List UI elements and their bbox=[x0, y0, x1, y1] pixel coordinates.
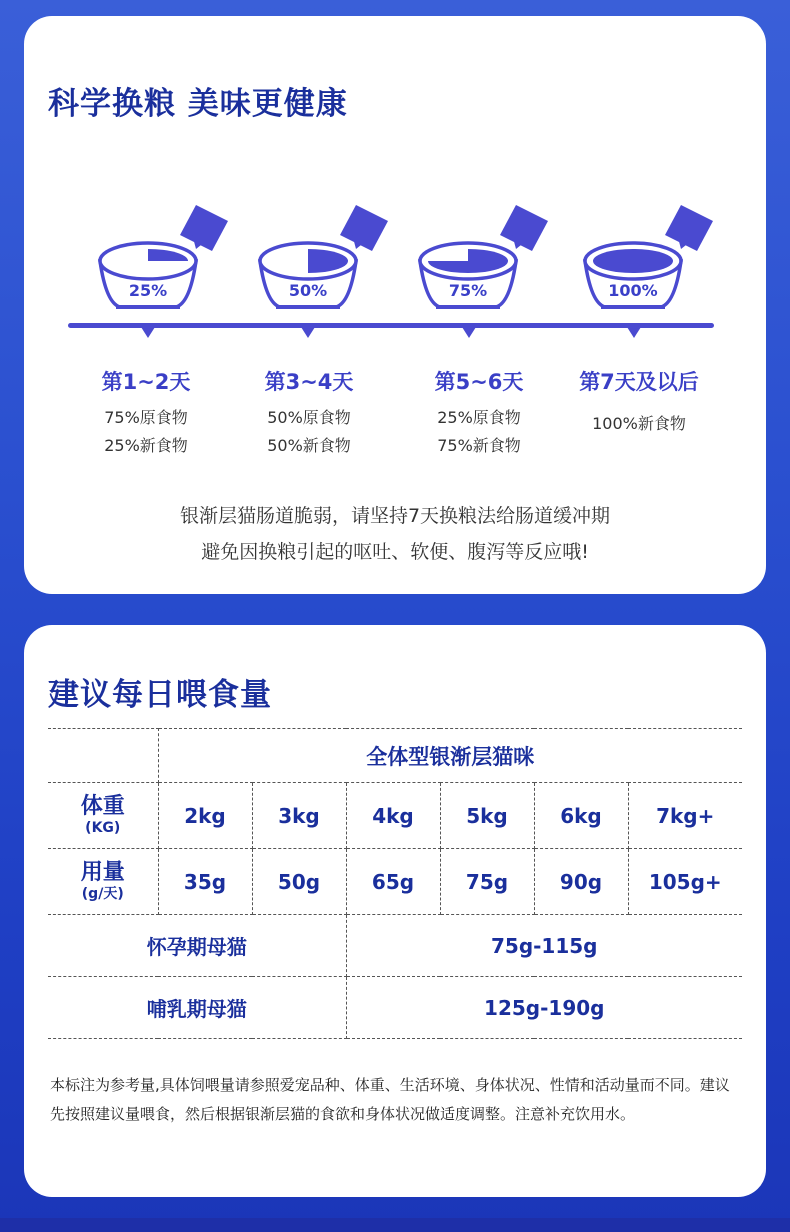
pregnant-label: 怀孕期母猫 bbox=[48, 915, 346, 977]
feeding-title: 建议每日喂食量 bbox=[48, 677, 272, 713]
stage-day: 第1~2天 bbox=[101, 370, 191, 394]
amount-cell: 65g bbox=[346, 849, 440, 915]
weight-cell: 4kg bbox=[346, 783, 440, 849]
timeline-marker bbox=[627, 327, 641, 338]
stage-new-food: 75%新食物 bbox=[437, 436, 521, 455]
amount-unit: (g/天) bbox=[81, 885, 124, 902]
feeding-note: 本标注为参考量,具体饲喂量请参照爱宠品种、体重、生活环境、身体状况、性情和活动量而不同。建议先按照建议量喂食，然后根据银渐层猫的食欲和身体状况做适度调整。注意补充饮用水。 bbox=[50, 1076, 730, 1123]
stage-new-food: 50%新食物 bbox=[267, 436, 351, 455]
feeding-table bbox=[48, 728, 742, 1039]
nursing-row bbox=[48, 977, 742, 1039]
amount-cell: 90g bbox=[534, 849, 628, 915]
stage-day: 第3~4天 bbox=[264, 370, 354, 394]
bowl-percent: 100% bbox=[608, 281, 658, 300]
transition-note bbox=[24, 498, 766, 570]
feeding-card bbox=[24, 625, 766, 1197]
stage-new-food: 100%新食物 bbox=[592, 414, 686, 433]
transition-note-line2: 避免因换粮引起的呕吐、软便、腹泻等反应哦! bbox=[201, 541, 589, 563]
weight-cell: 5kg bbox=[440, 783, 534, 849]
bowl-stage-2 bbox=[256, 186, 396, 316]
stage-2 bbox=[224, 366, 394, 460]
weight-unit: (KG) bbox=[85, 819, 121, 836]
table-header: 全体型银渐层猫咪 bbox=[158, 729, 742, 783]
amount-row bbox=[48, 849, 742, 915]
stage-day: 第7天及以后 bbox=[579, 370, 699, 394]
bowl-stage-1 bbox=[96, 186, 236, 316]
stage-day: 第5~6天 bbox=[434, 370, 524, 394]
bowl-row bbox=[24, 186, 766, 366]
amount-cell: 35g bbox=[158, 849, 252, 915]
pregnant-row bbox=[48, 915, 742, 977]
amount-cell: 105g+ bbox=[628, 849, 742, 915]
bowl-percent: 50% bbox=[288, 281, 328, 300]
amount-cell: 50g bbox=[252, 849, 346, 915]
transition-note-line1: 银渐层猫肠道脆弱，请坚持7天换粮法给肠道缓冲期 bbox=[179, 505, 611, 527]
stage-old-food: 50%原食物 bbox=[267, 408, 351, 427]
amount-cell: 75g bbox=[440, 849, 534, 915]
timeline-marker bbox=[462, 327, 476, 338]
bowl-percent: 25% bbox=[128, 281, 168, 300]
bowl-percent: 75% bbox=[448, 281, 488, 300]
timeline-line bbox=[68, 323, 714, 328]
bottom-bar bbox=[0, 1218, 790, 1232]
weight-label-cell bbox=[48, 783, 158, 849]
bowl-stage-4 bbox=[581, 186, 721, 316]
transition-title: 科学换粮 美味更健康 bbox=[48, 86, 348, 122]
table-corner bbox=[48, 729, 158, 783]
stage-3 bbox=[394, 366, 564, 460]
weight-cell: 3kg bbox=[252, 783, 346, 849]
transition-card bbox=[24, 16, 766, 594]
stage-4 bbox=[554, 366, 724, 438]
timeline-marker bbox=[141, 327, 155, 338]
bowl-stage-3 bbox=[416, 186, 556, 316]
weight-cell: 2kg bbox=[158, 783, 252, 849]
weight-label: 体重 bbox=[80, 793, 125, 819]
amount-label-cell bbox=[48, 849, 158, 915]
timeline-marker bbox=[301, 327, 315, 338]
amount-label: 用量 bbox=[80, 859, 125, 885]
pregnant-value: 75g-115g bbox=[346, 915, 742, 977]
weight-cell: 7kg+ bbox=[628, 783, 742, 849]
stage-old-food: 75%原食物 bbox=[104, 408, 188, 427]
stage-new-food: 25%新食物 bbox=[104, 436, 188, 455]
stage-old-food: 25%原食物 bbox=[437, 408, 521, 427]
stage-1 bbox=[61, 366, 231, 460]
nursing-value: 125g-190g bbox=[346, 977, 742, 1039]
weight-cell: 6kg bbox=[534, 783, 628, 849]
weight-row bbox=[48, 783, 742, 849]
nursing-label: 哺乳期母猫 bbox=[48, 977, 346, 1039]
